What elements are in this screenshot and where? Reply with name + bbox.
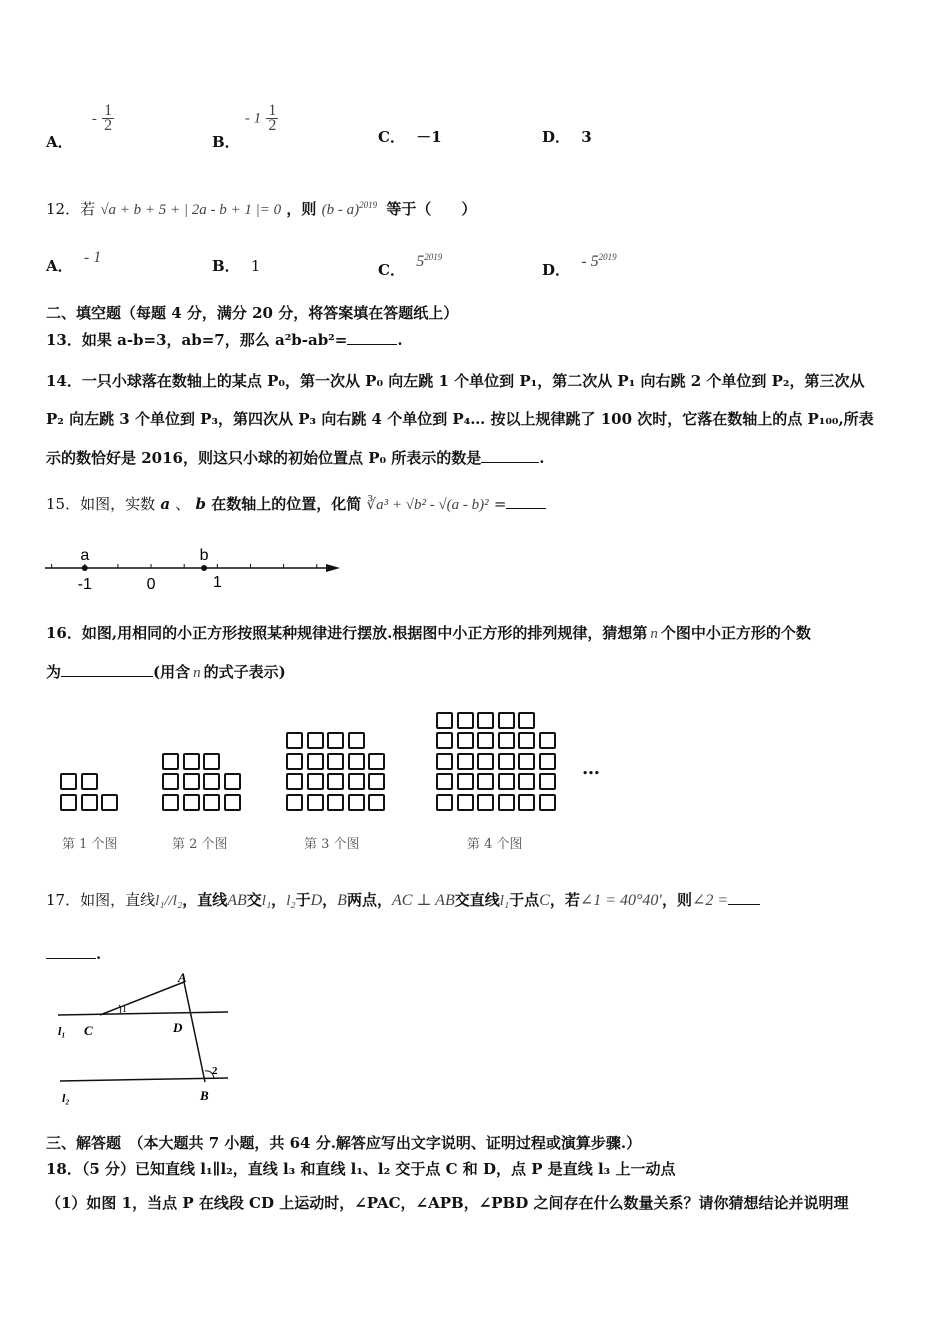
pattern-square [60, 773, 77, 790]
q12-c-exponent: 2019 [424, 252, 443, 262]
q11-d-value: 3 [581, 128, 592, 146]
pattern-square [457, 794, 474, 811]
q17-text-i: ，则 [661, 891, 692, 909]
section2-title: 二、填空题（每题 4 分，满分 20 分，将答案填在答题纸上） [46, 304, 459, 322]
q11-option-d [542, 128, 592, 146]
label-l1: l₁ [58, 1024, 66, 1038]
pattern-square [457, 712, 474, 729]
q16-line2 [46, 662, 286, 682]
pattern-square [327, 794, 344, 811]
q14-line3-text: 示的数恰好是 2016，则这只小球的初始位置点 P₀ 所表示的数是 [46, 449, 482, 467]
q11-b-fraction [266, 104, 278, 133]
angle-1-arc [119, 1005, 121, 1014]
q17-comma: ， [271, 891, 287, 909]
pattern-square [183, 794, 200, 811]
label-c: C [84, 1023, 93, 1038]
q14-blank [481, 448, 539, 463]
pattern-square [203, 794, 220, 811]
pattern-square [477, 773, 494, 790]
q17-l1b: l₁ [499, 893, 510, 909]
q12-a-label: A． [46, 257, 73, 275]
pattern-square [518, 773, 535, 790]
q17-text-d: 于 [295, 891, 311, 909]
pattern-square [348, 773, 365, 790]
pattern-square [286, 773, 303, 790]
q17-text-a: 17．如图，直线 [46, 891, 156, 909]
pattern-square [327, 753, 344, 770]
pattern-square [224, 773, 241, 790]
q17-text-b: ，直线 [182, 891, 228, 909]
q11-option-a [46, 102, 114, 151]
q15-stem [46, 494, 546, 514]
q17-text-h: ，若 [549, 891, 580, 909]
q13 [46, 330, 403, 349]
label-angle-2: 2 [212, 1065, 218, 1077]
pattern-square [457, 732, 474, 749]
pattern-square [183, 753, 200, 770]
q16-caption-1: 第 1 个图 [62, 837, 118, 852]
q12-c-label: C． [378, 261, 405, 279]
pattern-square [436, 712, 453, 729]
q17-geometry-figure [50, 970, 250, 1110]
q17-angle1: ∠1 = 40°40′ [579, 892, 662, 909]
q15-tail: 在数轴上的位置，化简 [211, 495, 362, 513]
q17-l2: l₂ [286, 893, 296, 909]
point-a-label: a [80, 547, 90, 564]
q17-blank-a [728, 890, 760, 905]
pattern-square [286, 753, 303, 770]
q16-line1 [46, 624, 811, 643]
q16-n1: n [650, 626, 658, 642]
point-b-dot [201, 565, 207, 571]
q15-blank [506, 494, 546, 509]
q11-a-denominator: 2 [104, 117, 113, 134]
segment-ca [100, 982, 184, 1015]
q11-b-sign: - 1 [244, 110, 262, 127]
tick-label-minus-one: -1 [77, 576, 92, 593]
pattern-square [224, 794, 241, 811]
pattern-square [162, 753, 179, 770]
q12-then: ，则 [286, 200, 317, 218]
label-angle-1: 1 [122, 1004, 127, 1015]
point-b-label: b [199, 547, 209, 564]
q12-a-value: - 1 [83, 249, 102, 266]
q18-line2: （1）如图 1，当点 P 在线段 CD 上运动时，∠PAC，∠APB，∠PBD 之间存在什么数量关系？请你猜想结论并说明理 [46, 1194, 849, 1212]
pattern-square [518, 794, 535, 811]
q12-expression: √a + b + 5 + | 2a - b + 1 |= 0 [100, 202, 282, 218]
pattern-square [518, 732, 535, 749]
q17-ab: AB [227, 892, 247, 909]
q12-option-a [46, 248, 102, 275]
pattern-square [498, 773, 515, 790]
pattern-square [436, 732, 453, 749]
label-d: D [173, 1020, 183, 1035]
pattern-square [368, 773, 385, 790]
q11-b-label: B． [212, 132, 240, 151]
pattern-square [498, 794, 515, 811]
pattern-square [498, 712, 515, 729]
pattern-square [498, 732, 515, 749]
label-a: A [178, 970, 187, 985]
q12-power-exponent: 2019 [359, 200, 378, 210]
q16-line2b: (用含 [153, 663, 191, 681]
pattern-square [162, 773, 179, 790]
pattern-square [81, 794, 98, 811]
pattern-square [60, 794, 77, 811]
q14-line2: P₂ 向左跳 3 个单位到 P₃，第四次从 P₃ 向右跳 4 个单位到 P₄… 按以上规律跳了 100 次时，它落在数轴上的点 P₁₀₀,所表 [46, 410, 874, 428]
q16-ellipsis: … [582, 758, 600, 779]
q17-line2 [46, 944, 101, 963]
pattern-square [539, 732, 556, 749]
pattern-square [457, 753, 474, 770]
q16-caption-3: 第 3 个图 [304, 837, 360, 852]
pattern-square [348, 794, 365, 811]
q12-d-base: - 5 [581, 253, 599, 270]
q17-l1-parallel-l2: l₁//l₂ [155, 893, 183, 909]
q12-b-value: 1 [250, 257, 261, 275]
q15-expression: ∛a³ + √b² - √(a - b)² [366, 497, 489, 513]
q17-end: . [96, 945, 102, 963]
q12-tail: 等于（ ） [386, 200, 477, 218]
pattern-square [518, 712, 535, 729]
pattern-square [348, 753, 365, 770]
pattern-square [203, 773, 220, 790]
q16-n2: n [193, 665, 201, 681]
line-l1 [58, 1012, 228, 1015]
tick-label-one: 1 [212, 574, 222, 591]
pattern-square [368, 794, 385, 811]
q17-perp: AC ⊥ AB [391, 892, 455, 909]
pattern-square [539, 794, 556, 811]
pattern-square [203, 753, 220, 770]
q14-end: . [539, 449, 545, 467]
q17-text-e: 两点， [346, 891, 392, 909]
q11-b-denominator: 2 [268, 117, 277, 134]
pattern-square [348, 732, 365, 749]
q12-d-label: D． [542, 261, 571, 279]
q11-option-b [212, 102, 278, 151]
label-l2: l₂ [62, 1091, 70, 1105]
pattern-square [518, 753, 535, 770]
q12-power-base: (b - a) [321, 202, 360, 218]
q11-a-sign: - [91, 110, 97, 127]
q17-d: D [310, 892, 323, 909]
pattern-square [307, 794, 324, 811]
pattern-square [368, 753, 385, 770]
q12-b-label: B． [212, 257, 240, 275]
q17-blank-b [46, 944, 96, 959]
pattern-square [307, 773, 324, 790]
pattern-square [477, 753, 494, 770]
pattern-square [307, 732, 324, 749]
q18-line1: 18．（5 分）已知直线 l₁∥l₂，直线 l₃ 和直线 l₁、l₂ 交于点 C 和 D，点 P 是直线 l₃ 上一动点 [46, 1160, 676, 1178]
q17-angle2: ∠2 = [691, 892, 729, 909]
pattern-square [539, 753, 556, 770]
q16-line1-text: 16．如图,用相同的小正方形按照某种规律进行摆放.根据图中小正方形的排列规律，猜想第 [46, 624, 648, 642]
q16-line1b: 个图中小正方形的个数 [660, 624, 811, 642]
q17-text-c: 交 [246, 891, 262, 909]
segment-ab [184, 982, 205, 1082]
q17-text-f: 交直线 [454, 891, 500, 909]
pattern-square [477, 794, 494, 811]
pattern-square [457, 773, 474, 790]
q12-number: 12．若 [46, 200, 96, 218]
q11-b-numerator: 1 [268, 102, 277, 119]
pattern-square [327, 732, 344, 749]
q17-comma2: ， [322, 891, 338, 909]
point-a-dot [82, 565, 88, 571]
number-line-arrow [326, 564, 340, 572]
q11-a-label: A． [46, 132, 73, 151]
pattern-square [477, 732, 494, 749]
q16-caption-2: 第 2 个图 [172, 837, 228, 852]
pattern-square [436, 753, 453, 770]
q14-line1: 14．一只小球落在数轴上的某点 P₀，第一次从 P₀ 向左跳 1 个单位到 P₁，第二次从 P₁ 向右跳 2 个单位到 P₂，第三次从 [46, 372, 865, 390]
line-l2 [60, 1078, 228, 1081]
q12-c-base: 5 [416, 253, 425, 270]
q12-stem [46, 196, 476, 219]
q16-blank [61, 662, 153, 677]
q16-line2c: 的式子表示) [203, 663, 286, 681]
q11-d-label: D． [542, 128, 571, 146]
q11-a-numerator: 1 [104, 102, 113, 119]
pattern-square [81, 773, 98, 790]
pattern-square [183, 773, 200, 790]
q15-eq: = [493, 495, 507, 513]
q16-caption-4: 第 4 个图 [467, 837, 523, 852]
pattern-square [162, 794, 179, 811]
q15-text: 15．如图，实数 [46, 495, 156, 513]
q15-sep: 、 [175, 495, 191, 513]
pattern-square [101, 794, 118, 811]
pattern-square [498, 753, 515, 770]
pattern-square [286, 794, 303, 811]
q17-c: C [539, 892, 550, 909]
pattern-square [286, 732, 303, 749]
pattern-square [327, 773, 344, 790]
section3-title: 三、解答题 （本大题共 7 小题，共 64 分.解答应写出文字说明、证明过程或演算步骤.） [46, 1134, 642, 1152]
q13-end: . [397, 331, 403, 349]
q17-l1: l₁ [261, 893, 272, 909]
q15-var-b: b [195, 495, 207, 513]
q11-c-label: C． [378, 128, 405, 146]
q12-d-exponent: 2019 [598, 252, 617, 262]
q12-option-d [542, 248, 617, 279]
q11-a-fraction [102, 104, 114, 133]
q13-text: 13．如果 a-b=3，ab=7，那么 a²b-ab²= [46, 331, 348, 349]
q13-blank [347, 330, 397, 345]
q16-line2a: 为 [46, 663, 62, 681]
pattern-square [477, 712, 494, 729]
q15-var-a: a [160, 495, 171, 513]
q14-line3 [46, 448, 545, 467]
q15-number-line-figure [40, 540, 350, 595]
q17-b: B [337, 892, 347, 909]
q12-option-c [378, 248, 443, 279]
q12-option-b [212, 257, 260, 275]
q17-line1 [46, 890, 760, 910]
label-b: B [200, 1088, 209, 1103]
pattern-square [307, 753, 324, 770]
q11-c-value: －1 [416, 128, 442, 146]
pattern-square [436, 794, 453, 811]
q11-option-c [378, 128, 442, 146]
q17-text-g: 于点 [509, 891, 540, 909]
tick-label-zero: 0 [146, 576, 156, 593]
pattern-square [539, 773, 556, 790]
pattern-square [436, 773, 453, 790]
